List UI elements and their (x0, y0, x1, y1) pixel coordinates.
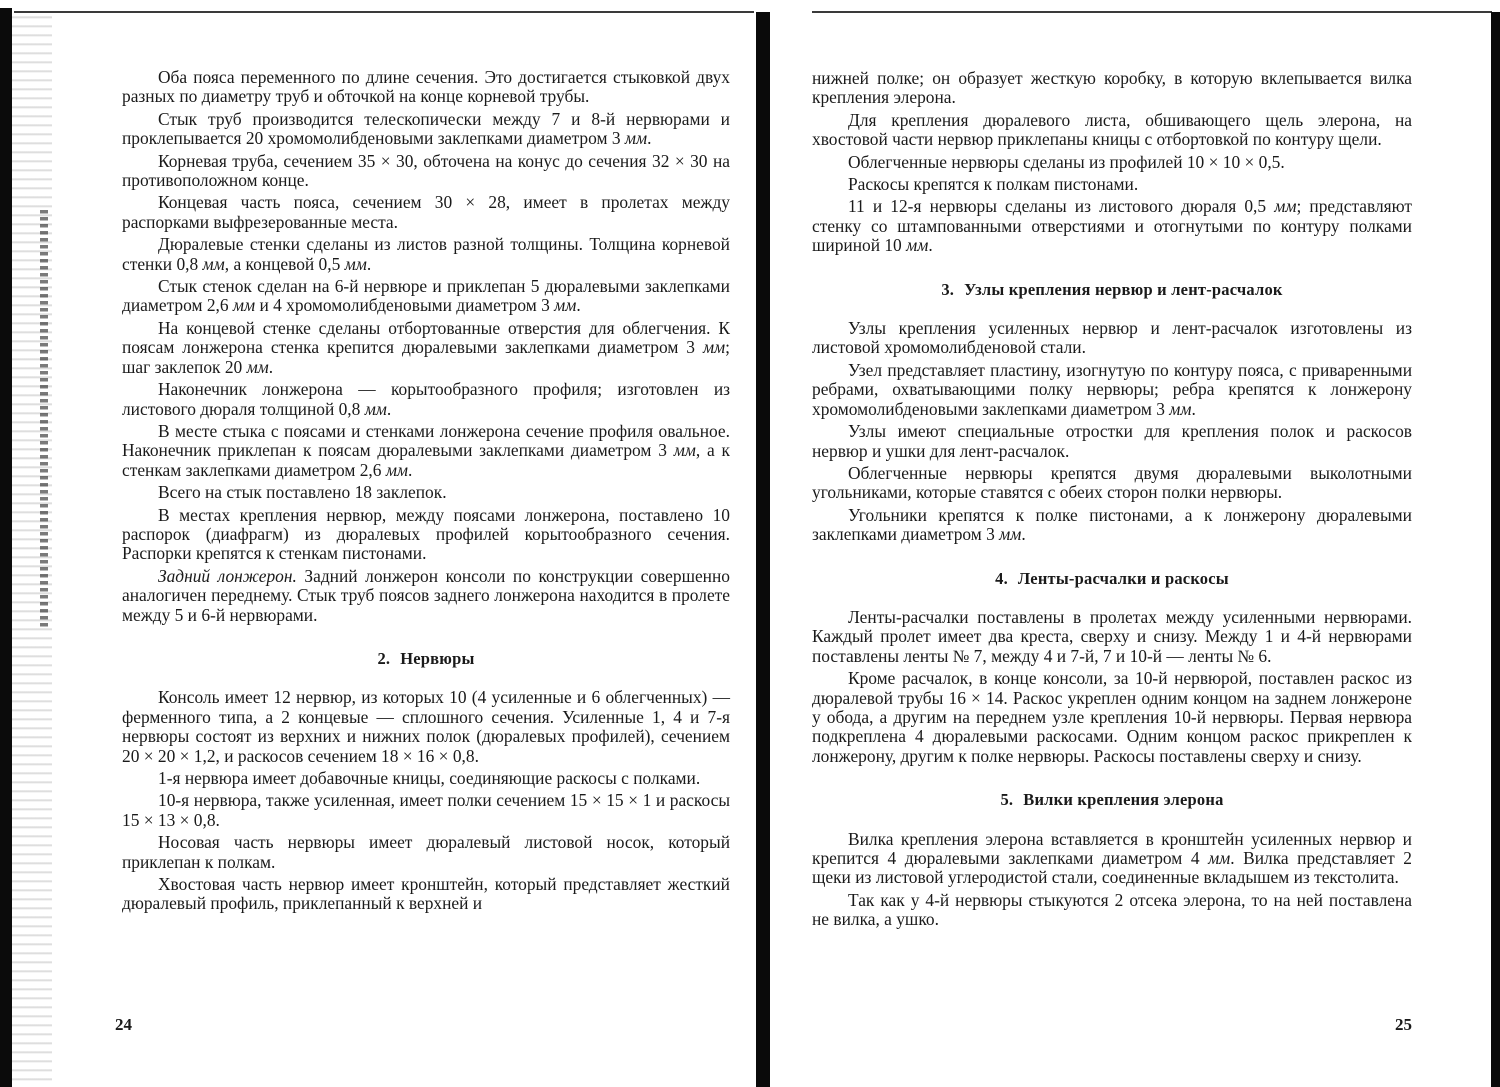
paragraph: Так как у 4-й нервюры стыкуются 2 отсека элерона, то на ней поставлена не вилка, а ушко. (812, 889, 1412, 930)
paragraph: Угольники крепятся к полке пистонами, а к лонжерону дюралевыми заклепками диаметром 3 мм. (812, 504, 1412, 545)
right-page-body (812, 69, 1412, 933)
section-heading (812, 569, 1412, 588)
unit-mm: мм (1208, 848, 1231, 868)
page-number-right: 25 (1395, 1015, 1412, 1034)
paragraph: Вилка крепления элерона вставляется в кронштейн усиленных нервюр и крепится 4 дюралевыми заклепками диаметром 4 мм. Вилка представляет 2 щеки из листовой углеродистой стали, соединенные вкладышем из текстолита. (812, 828, 1412, 888)
paragraph: Носовая часть нервюры имеет дюралевый листовой носок, который приклепан к полкам. (122, 832, 730, 872)
page-top-rule-right (812, 11, 1492, 13)
paragraph: Стык труб производится телескопически между 7 и 8-й нервюрами и проклепывается 20 хромомолибденовыми заклепками диаметром 3 мм. (122, 108, 730, 149)
paragraph: Облегченные нервюры сделаны из профилей 10 × 10 × 0,5. (848, 151, 1285, 172)
paragraph: Концевая часть пояса, сечением 30 × 28, имеет в пролетах между распорками выфрезерованные места. (122, 192, 730, 232)
page-number-left: 24 (115, 1015, 132, 1034)
paragraph: Узлы крепления усиленных нервюр и лент-расчалок изготовлены из листовой хромомолибденовой стали. (812, 318, 1412, 358)
paragraph: Узлы имеют специальные отростки для крепления полок и раскосов нервюр и ушки для лент-расчалок. (812, 421, 1412, 461)
paragraph: Дюралевые стенки сделаны из листов разной толщины. Толщина корневой стенки 0,8 мм, а концевой 0,5 мм. (122, 234, 730, 274)
section-number: 5. (1000, 790, 1014, 810)
unit-mm: мм (246, 356, 269, 377)
scan-edge-noise-left-inner (40, 210, 48, 630)
left-page-body (122, 68, 730, 917)
section-heading (812, 280, 1412, 299)
paragraph: Корневая труба, сечением 35 × 30, обточена на конус до сечения 32 × 30 на противоположном конце. (122, 150, 730, 191)
section-number: 4. (995, 568, 1008, 588)
scan-edge-shadow-right (1491, 12, 1500, 1087)
paragraph: Облегченные нервюры крепятся двумя дюралевыми выколотными угольниками, которые ставятся с обеих сторон полки нервюры. (812, 462, 1412, 503)
paragraph: Ленты-расчалки поставлены в пролетах между усиленными нервюрами. Каждый пролет имеет два креста, сверху и снизу. Между 1 и 4-й нервюрами поставлены ленты № 7, между 4 и 7-й, 7 и 10-й — ленты № 6. (812, 606, 1412, 666)
paragraph: Консоль имеет 12 нервюр, из которых 10 (4 усиленные и 6 облегченных) — ферменного типа, а 2 концевые — сплошного сечения. Усиленные 1, 4 и 7-я нервюры состоят из верхних и нижних полок (дюралевых профилей), сечением 20 × 20 × 1,2, и раскосов сечением 18 × 16 × 0,8. (122, 687, 730, 766)
paragraph: В местах крепления нервюр, между поясами лонжерона, поставлено 10 распорок (диафрагм) из дюралевых профилей корытообразного сечения. Распорки крепятся к стенкам пистонами. (122, 504, 730, 564)
paragraph-text: Задний лонжерон консоли по конструкции совершенно аналогичен переднему. Стык труб поясов заднего лонжерона находится в пролете между 5 и 6-й нервюрами. (122, 565, 730, 625)
unit-mm: мм (999, 524, 1022, 545)
paragraph: нижней полке; он образует жесткую коробку, в которую вклепывается вилка крепления элерона. (812, 68, 1412, 108)
section-title: Вилки крепления элерона (1023, 790, 1224, 810)
paragraph: Хвостовая часть нервюр имеет кронштейн, который представляет жесткий дюралевый профиль, приклепанный к верхней и (122, 874, 730, 914)
unit-mm: мм (385, 459, 409, 480)
section-number: 3. (941, 279, 955, 299)
paragraph: В месте стыка с поясами и стенками лонжерона сечение профиля овальное. Наконечник приклепан к поясам дюралевыми заклепками диаметром 3 мм, а к стенкам заклепками диаметром 2,6 мм. (122, 420, 730, 480)
paragraph (122, 567, 730, 625)
section-number: 2. (377, 648, 391, 668)
unit-mm: мм (364, 398, 387, 419)
section-heading (122, 649, 730, 668)
unit-mm: мм (624, 128, 648, 149)
unit-mm: мм (1169, 398, 1192, 419)
unit-mm: мм (554, 295, 577, 316)
unit-mm: мм (344, 253, 367, 274)
section-title: Ленты-расчалки и раскосы (1017, 568, 1229, 588)
book-gutter (756, 12, 770, 1087)
paragraph: Наконечник лонжерона — корытообразного профиля; изготовлен из листового дюраля толщиной 0,8 мм. (122, 379, 730, 419)
unit-mm: мм (702, 337, 726, 358)
paragraph: Всего на стык поставлено 18 заклепок. (158, 482, 447, 503)
scan-edge-shadow-left (0, 8, 12, 1087)
section-title: Узлы крепления нервюр и лент-расчалок (964, 279, 1283, 299)
unit-mm: мм (906, 235, 929, 256)
paragraph: 1-я нервюра имеет добавочные кницы, соединяющие раскосы с полками. (158, 768, 701, 788)
unit-mm: мм (1274, 196, 1297, 217)
paragraph: Узел представляет пластину, изогнутую по контуру пояса, с приваренными ребрами, охватывающими полку нервюры; ребра крепятся к лонжерону хромомолибденовыми заклепками диаметром 3 мм. (812, 359, 1412, 419)
paragraph: Для крепления дюралевого листа, обшивающего щель элерона, на хвостовой части нервюр приклепаны кницы с отбортовкой по контуру щели. (812, 109, 1412, 150)
unit-mm: мм (232, 295, 256, 316)
paragraph: Оба пояса переменного по длине сечения. Это достигается стыковкой двух разных по диаметру труб и обточкой на конце корневой трубы. (122, 67, 730, 107)
paragraph: Раскосы крепятся к полкам пистонами. (848, 174, 1139, 195)
paragraph: На концевой стенке сделаны отбортованные отверстия для облегчения. К поясам лонжерона стенка крепится дюралевыми заклепками диаметром 3 мм; шаг заклепок 20 мм. (122, 317, 730, 377)
paragraph: Кроме расчалок, в конце консоли, за 10-й нервюрой, поставлен раскос из дюралевой трубы 16 × 14. Раскос укреплен одним концом на заднем лонжероне у обода, а другим на переднем узле крепления 10-й нервюры. Первая нервюра подкреплена 4 дюралевыми раскосами. Одним концом раскос прикреплен к лонжерону, другим к полке нервюры. Раскосы поставлены сверху и снизу. (812, 668, 1412, 766)
section-heading (812, 790, 1412, 809)
paragraph: Стык стенок сделан на 6-й нервюре и приклепан 5 дюралевыми заклепками диаметром 2,6 мм и 4 хромомолибденовыми диаметром 3 мм. (122, 276, 730, 316)
page-top-rule-left (14, 11, 754, 13)
paragraph-lead-italic: Задний лонжерон. (158, 565, 297, 586)
unit-mm: мм (202, 253, 225, 274)
section-title: Нервюры (400, 648, 475, 668)
paragraph: 10-я нервюра, также усиленная, имеет полки сечением 15 × 15 × 1 и раскосы 15 × 13 × 0,8. (122, 790, 730, 830)
paragraph: 11 и 12-я нервюры сделаны из листового дюраля 0,5 мм; представляют стенку со штампованными отверстиями и отогнутыми по контуру полками шириной 10 мм. (812, 196, 1412, 256)
unit-mm: мм (673, 440, 696, 461)
